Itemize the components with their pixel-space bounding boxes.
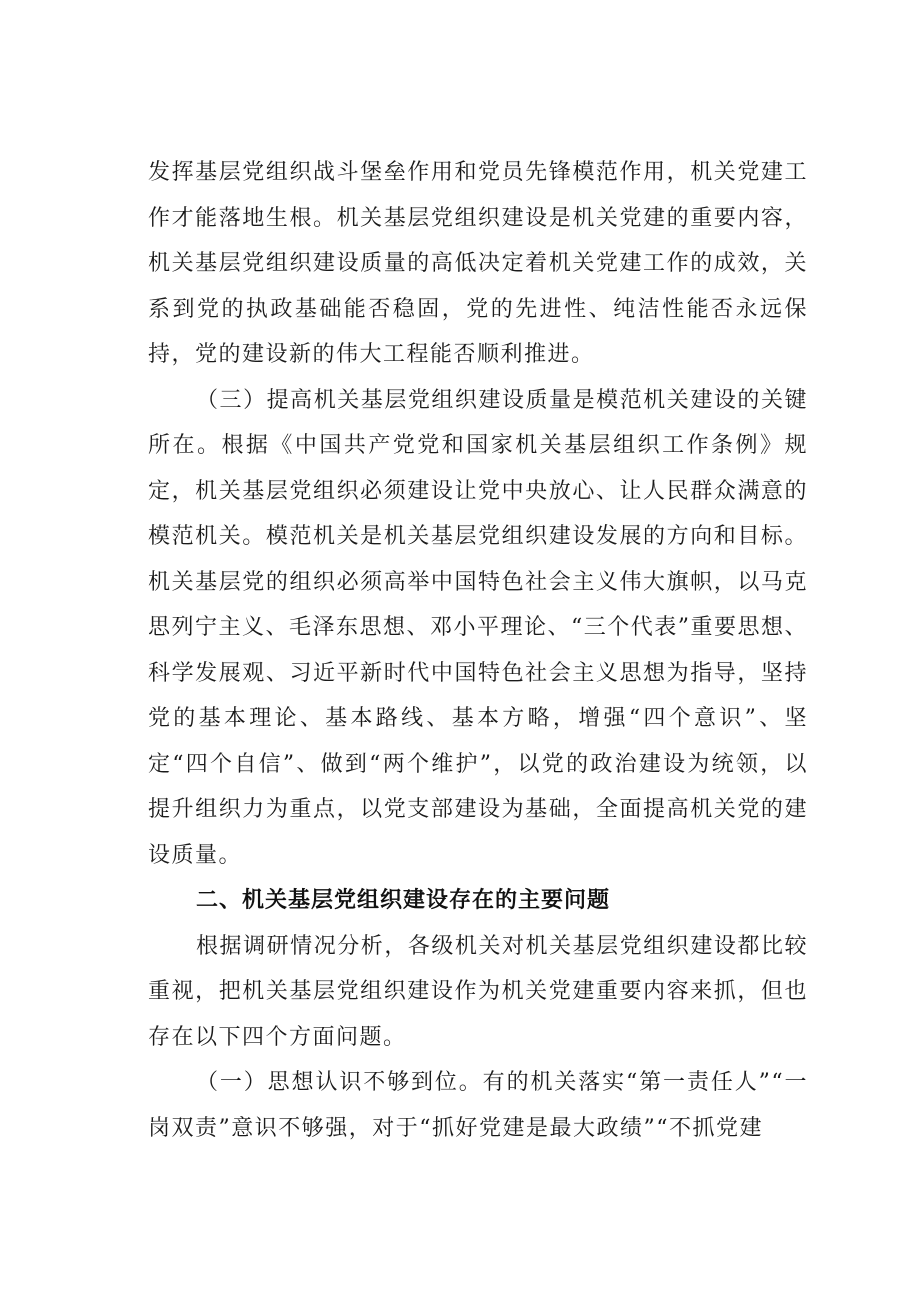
document-body	[148, 150, 808, 1151]
paragraph-problem-one: （一）思想认识不够到位。有的机关落实“第一责任人”“一岗双责”意识不够强，对于“抓好党建是最大政绩”“不抓党建	[148, 1070, 808, 1141]
paragraph-survey-summary: 根据调研情况分析，各级机关对机关基层党组织建设都比较重视，把机关基层党组织建设作为机关党建重要内容来抓，但也存在以下四个方面问题。	[148, 933, 808, 1050]
paragraph-continuation: 发挥基层党组织战斗堡垒作用和党员先锋模范作用，机关党建工作才能落地生根。机关基层党组织建设是机关党建的重要内容，机关基层党组织建设质量的高低决定着机关党建工作的成效，关系到党的执政基础能否稳固，党的先进性、纯洁性能否永远保持，党的建设新的伟大工程能否顺利推进。	[148, 160, 808, 367]
section-heading: 二、机关基层党组织建设存在的主要问题	[196, 888, 611, 913]
paragraph-section-three: （三）提高机关基层党组织建设质量是模范机关建设的关键所在。根据《中国共产党党和国家机关基层组织工作条例》规定，机关基层党组织必须建设让党中央放心、让人民群众满意的模范机关。模范机关是机关基层党组织建设发展的方向和目标。机关基层党的组织必须高举中国特色社会主义伟大旗帜，以马克思列宁主义、毛泽东思想、邓小平理论、“三个代表”重要思想、科学发展观、习近平新时代中国特色社会主义思想为指导，坚持党的基本理论、基本路线、基本方略，增强“四个意识”、坚定“四个自信”、做到“两个维护”，以党的政治建设为统领，以提升组织力为重点，以党支部建设为基础，全面提高机关党的建设质量。	[148, 387, 808, 868]
